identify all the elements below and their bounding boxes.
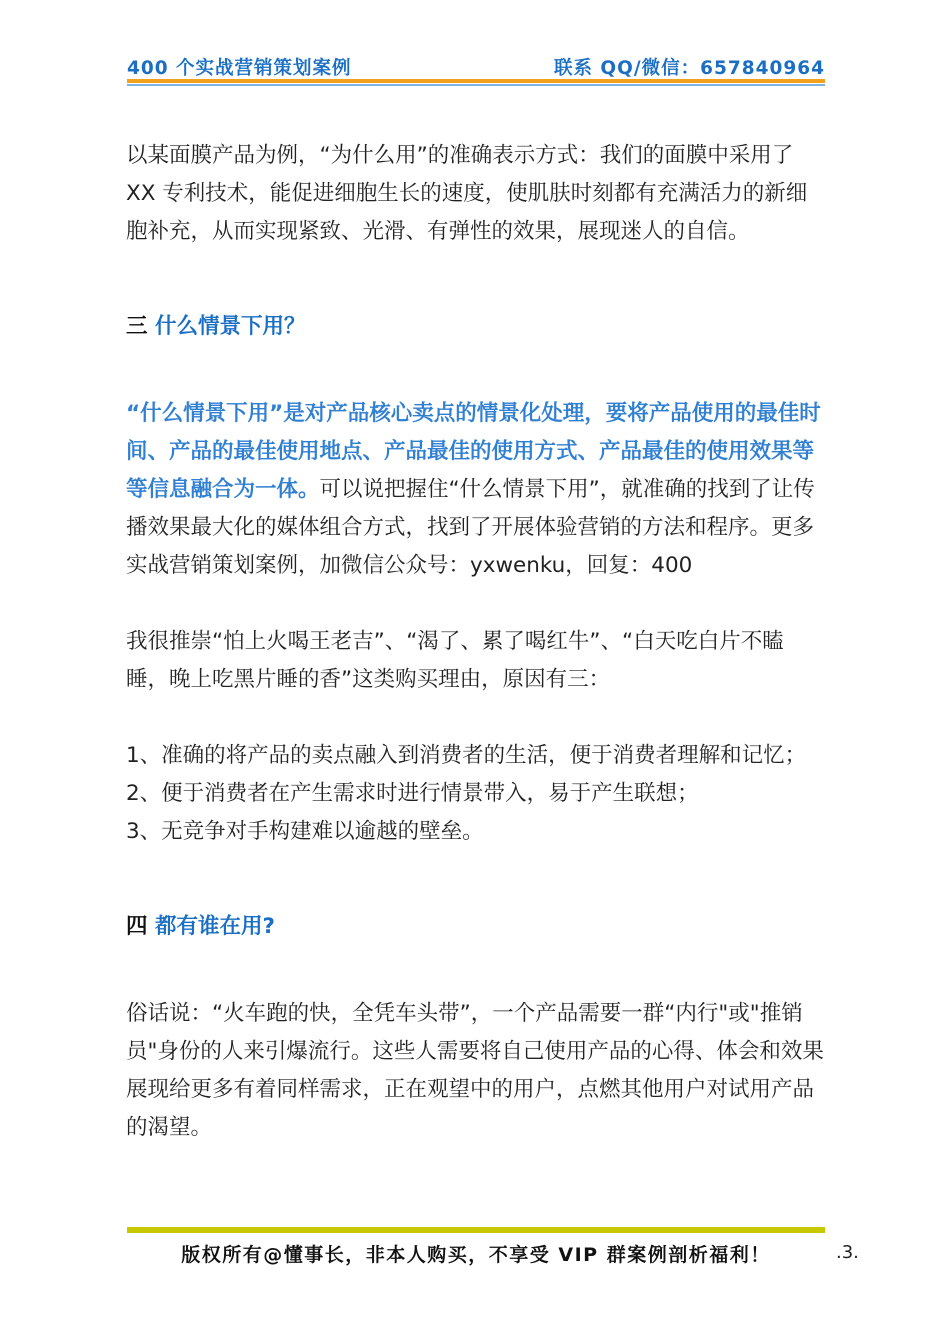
header-rule — [127, 79, 825, 83]
paragraph-mask-example: 以某面膜产品为例，“为什么用”的准确表示方式：我们的面膜中采用了 XX 专利技术，能促进细胞生长的速度，使肌肤时刻都有充满活力的新细胞补充，从而实现紧致、光滑、有弹性的效果，展现迷人的自信。 — [126, 143, 808, 244]
footer-copyright: 版权所有@懂事长，非本人购买，不享受 VIP 群案例剖析福利！ — [181, 1244, 771, 1266]
list-item: 3、无竞争对手构建难以逾越的壁垒。 — [126, 819, 484, 844]
header-title: 400 个实战营销策划案例 — [127, 58, 352, 79]
section-heading-4 — [126, 908, 826, 946]
page-header — [127, 52, 825, 78]
paragraph-purchase-reasons: 我很推崇“怕上火喝王老吉”、“渴了、累了喝红牛”、“白天吃白片不瞌睡，晚上吃黑片睡的香”这类购买理由，原因有三： — [126, 629, 784, 692]
header-contact: 联系 QQ/微信：657840964 — [553, 58, 825, 79]
footer-rule — [127, 1227, 825, 1233]
section-title: 什么情景下用？ — [155, 314, 306, 339]
paragraph-who-uses: 俗话说：“火车跑的快，全凭车头带”，一个产品需要一群“内行"或"推销员"身份的人来引爆流行。这些人需要将自己使用产品的心得、体会和效果展现给更多有着同样需求，正在观望中的用户，点燃其他用户对试用产品的渴望。 — [126, 1001, 824, 1140]
section-title: 都有谁在用? — [155, 914, 275, 939]
paragraph-scenario — [126, 395, 826, 585]
emphasis-text: “什么情景下用”是对产品核心卖点的情景化处理，要将产品使用的最佳时间、产品的最佳使用地点、产品最佳的使用方式、产品最佳的使用效果等等信息融合为一体。 — [126, 401, 821, 502]
reasons-list — [126, 737, 826, 851]
paragraph-text: 可以说把握住“什么情景下用”，就准确的找到了让传播效果最大化的媒体组合方式，找到了开展体验营销的方法和程序。更多实战营销策划案例，加微信公众号：yxwenku，回复：400 — [126, 477, 815, 578]
section-number: 三 — [126, 314, 148, 339]
section-number: 四 — [126, 914, 148, 939]
document-body — [126, 137, 826, 1147]
header-rule-secondary — [127, 84, 825, 86]
list-item: 1、准确的将产品的卖点融入到消费者的生活，便于消费者理解和记忆； — [126, 743, 807, 768]
page-number: .3. — [836, 1242, 859, 1263]
list-item: 2、便于消费者在产生需求时进行情景带入，易于产生联想； — [126, 781, 699, 806]
section-heading-3 — [126, 308, 826, 346]
